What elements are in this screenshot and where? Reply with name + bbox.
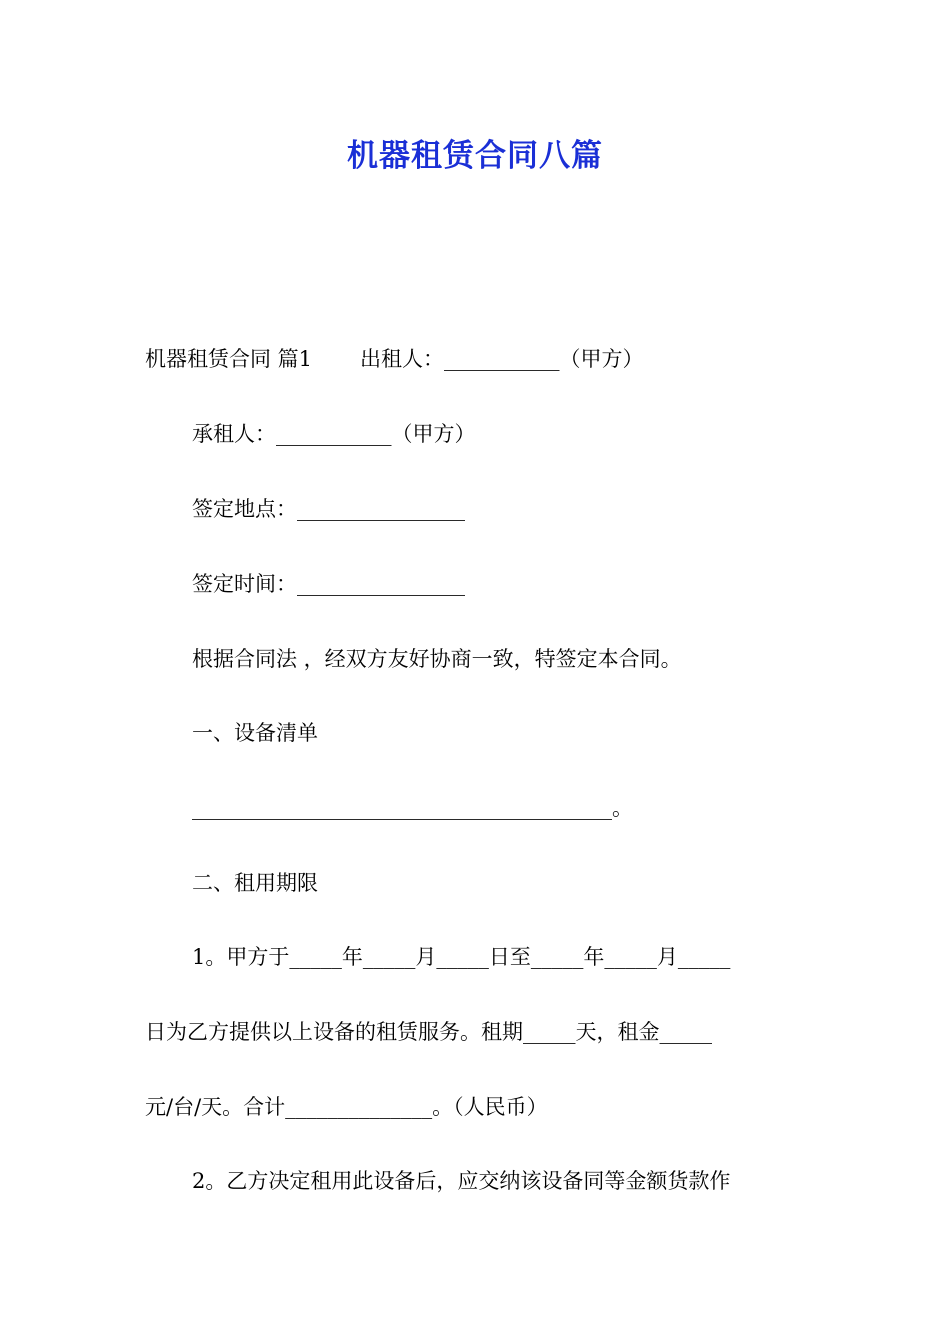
clause1-line3: 元/台/天。合计______________。（人民币） xyxy=(145,1095,548,1119)
contract-heading: 机器租赁合同 篇1 xyxy=(145,347,313,371)
lessor-field: 出租人：___________（甲方） xyxy=(360,347,644,371)
preamble-paragraph: 根据合同法 ，经双方友好协商一致，特签定本合同。 xyxy=(192,647,682,671)
section-rental-period: 二、租用期限 xyxy=(192,871,318,895)
clause1-line1: 1。甲方于_____年_____月_____日至_____年_____月_____ xyxy=(192,945,731,969)
sign-place-field: 签定地点：________________ xyxy=(192,497,465,521)
sign-time-field: 签定时间：________________ xyxy=(192,572,465,596)
clause2-line1: 2。乙方决定租用此设备后，应交纳该设备同等金额货款作 xyxy=(192,1169,731,1193)
clause1-line2: 日为乙方提供以上设备的租赁服务。租期_____天，租金_____ xyxy=(145,1020,712,1044)
heading-line xyxy=(145,344,644,374)
equipment-blank: ________________________________________。 xyxy=(192,796,633,820)
lessee-field: 承租人：___________（甲方） xyxy=(192,422,476,446)
section-equipment-list: 一、设备清单 xyxy=(192,721,318,745)
document-title: 机器租赁合同八篇 xyxy=(347,138,603,174)
